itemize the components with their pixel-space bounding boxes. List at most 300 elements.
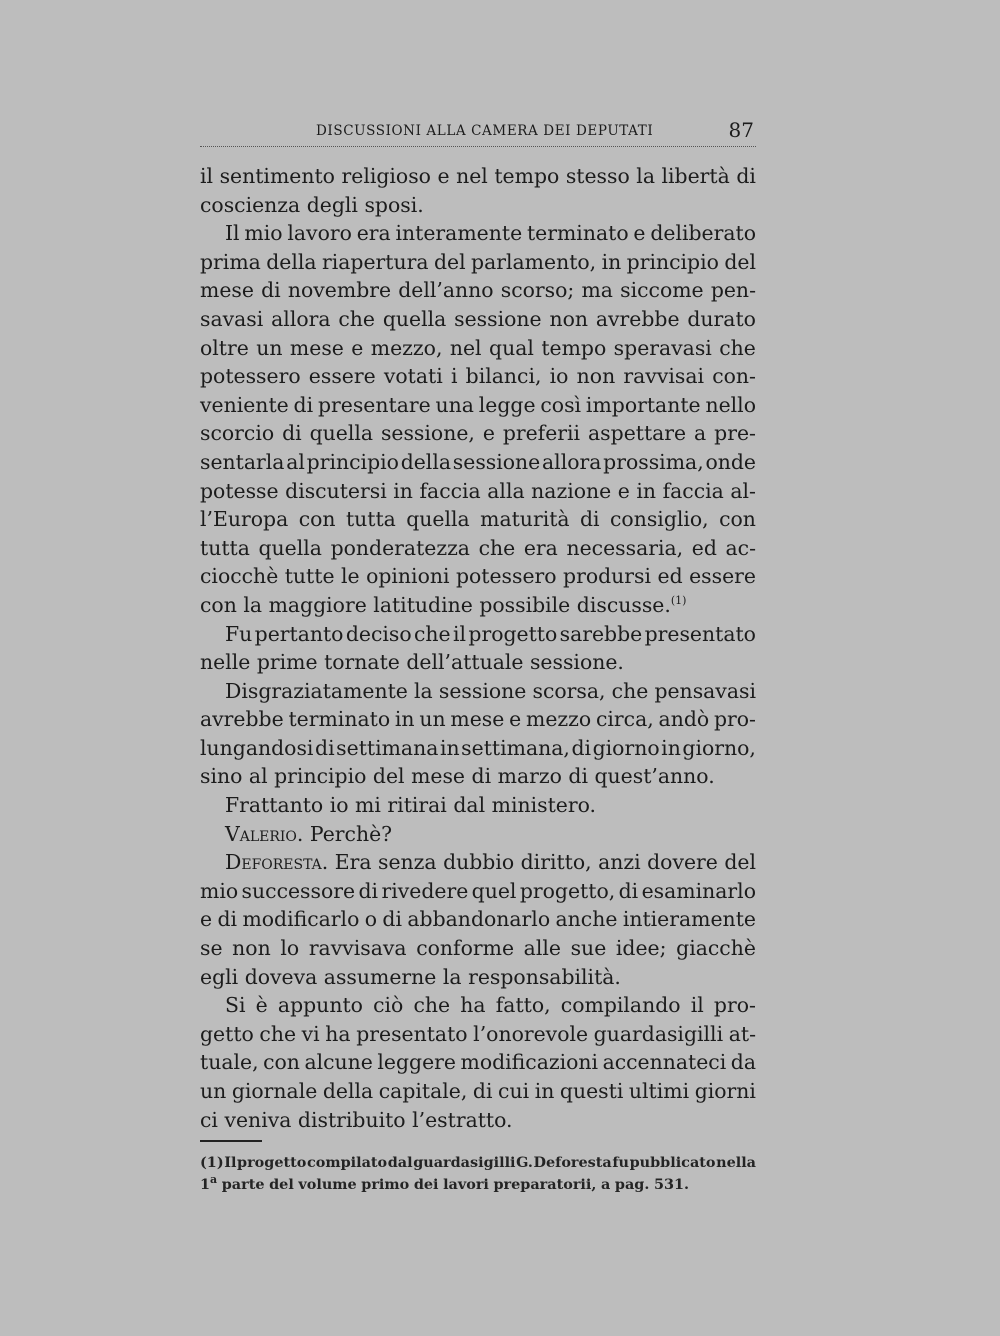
word: lavori — [443, 1176, 489, 1193]
word: conforme — [416, 936, 515, 961]
word: potesse — [200, 478, 279, 503]
word: la — [414, 678, 433, 703]
text-line — [200, 1106, 756, 1135]
text-line — [200, 1020, 756, 1049]
text-line — [200, 391, 756, 420]
word: giorni — [694, 1079, 756, 1103]
word: doveva — [244, 964, 318, 989]
word: alle — [523, 936, 561, 961]
word: la — [442, 964, 462, 989]
word: mio — [200, 878, 239, 903]
word: consiglio, — [610, 507, 709, 532]
word: l’estratto. — [412, 1107, 513, 1132]
word: Si — [225, 993, 246, 1018]
word: era — [356, 221, 391, 246]
word: ma — [581, 278, 613, 303]
footnote-line — [200, 1152, 756, 1174]
word: giorno, — [682, 735, 756, 760]
text-line — [200, 877, 756, 906]
word: riapertura — [322, 249, 429, 274]
word: marzo — [497, 764, 562, 789]
word: sessione — [438, 678, 527, 703]
word: mio — [244, 221, 283, 246]
word: guardasigilli — [593, 1021, 724, 1046]
word: o — [364, 907, 378, 932]
word: tempo — [541, 335, 607, 360]
word: e — [509, 707, 522, 732]
word: responsabilità. — [468, 964, 621, 989]
word: lavoro — [287, 221, 352, 246]
word: ci — [200, 1107, 218, 1132]
word: guardasigilli — [413, 1154, 516, 1171]
word: mese — [289, 335, 344, 360]
word: opinioni — [366, 564, 450, 589]
word: prodursi — [563, 564, 652, 589]
word: degli — [306, 192, 358, 217]
footnote-line — [200, 1174, 756, 1196]
word: questi — [559, 1079, 624, 1103]
word: nelle — [200, 650, 251, 675]
word: at- — [728, 1021, 756, 1046]
word: che — [414, 621, 451, 646]
word: veniva — [224, 1107, 292, 1132]
word: al- — [730, 478, 756, 503]
word: che — [611, 678, 649, 703]
word: ravvisai — [623, 364, 704, 389]
text-line — [200, 162, 756, 191]
word: successore — [241, 878, 356, 903]
word: sessione, — [380, 421, 475, 446]
word: coscienza — [200, 192, 301, 217]
word: con — [298, 507, 336, 532]
text-line — [200, 648, 756, 677]
word: dal — [453, 793, 486, 818]
word: e — [617, 478, 630, 503]
word: intieramente — [622, 907, 756, 932]
word: tutta — [345, 507, 396, 532]
text-line — [200, 305, 756, 334]
word: lungandosi — [200, 735, 314, 760]
word: che — [259, 1021, 297, 1046]
word: allora — [542, 449, 602, 474]
word: circa, — [595, 707, 654, 732]
word: a — [694, 421, 707, 446]
word: settimana — [336, 735, 439, 760]
text-line — [200, 963, 756, 992]
word: senza — [378, 850, 437, 875]
word: della — [400, 449, 452, 474]
word: in — [534, 1079, 555, 1103]
text-line — [200, 477, 756, 506]
word: presentato — [356, 1021, 468, 1046]
word: libertà — [661, 164, 730, 188]
word: e — [351, 335, 364, 360]
superscript: a — [210, 1173, 218, 1187]
word: faccia — [662, 478, 724, 503]
text-line — [200, 820, 756, 849]
word: mezzo, — [370, 335, 443, 360]
word: settimana, — [461, 735, 570, 760]
word: quella — [406, 507, 470, 532]
speaker-name: Deforesta. — [225, 850, 329, 875]
word: scorcio — [200, 421, 275, 446]
word: fatto, — [495, 993, 551, 1018]
word: volume — [298, 1176, 357, 1193]
word: siccome — [620, 278, 704, 303]
word: parlamento, — [471, 249, 597, 274]
word: con — [719, 507, 756, 532]
word: pro- — [713, 993, 756, 1018]
word: pubblicato — [629, 1154, 716, 1171]
text-line — [200, 991, 756, 1020]
word: preparatorii, — [493, 1176, 597, 1193]
word: pro- — [713, 707, 756, 732]
word: idee; — [615, 936, 667, 961]
word: essere — [308, 364, 376, 389]
word: il — [690, 993, 704, 1018]
word: in — [661, 735, 681, 760]
word: Il — [225, 221, 240, 246]
word: così — [540, 392, 582, 417]
word: quest’anno. — [594, 764, 715, 789]
word: dubbio — [443, 850, 515, 875]
word: dovere — [647, 850, 718, 875]
word: modificarlo — [242, 907, 360, 932]
word: sentimento — [219, 164, 335, 188]
word: distribuito — [297, 1107, 406, 1132]
word: legge — [478, 392, 536, 417]
word: novembre — [287, 278, 392, 303]
text-line — [200, 562, 756, 591]
word: ac- — [725, 535, 756, 560]
word: quel — [471, 878, 517, 903]
word: in — [394, 707, 415, 732]
word: di — [471, 764, 492, 789]
word: e — [437, 164, 450, 188]
word: un — [200, 1079, 227, 1103]
word: mi — [355, 793, 381, 818]
footnote-rule — [200, 1140, 262, 1142]
word: pensavasi — [654, 678, 756, 703]
word: e — [482, 421, 495, 446]
word: sessione. — [529, 650, 624, 675]
text-line — [200, 248, 756, 277]
word: anche — [555, 907, 618, 932]
word: della — [266, 249, 317, 274]
word: tempo — [494, 164, 560, 188]
word: pen- — [710, 278, 756, 303]
word: di — [580, 507, 600, 532]
word: modificazioni — [460, 1050, 599, 1075]
word: e — [200, 907, 213, 932]
word: una — [435, 392, 474, 417]
word: nella — [716, 1154, 756, 1171]
word: Deforesta — [533, 1154, 612, 1171]
word: esaminarlo — [641, 878, 756, 903]
word: sposi. — [364, 192, 424, 217]
page-number: 87 — [728, 118, 754, 142]
word: ha — [325, 1021, 351, 1046]
word: nello — [705, 392, 756, 417]
word: tornate — [324, 650, 400, 675]
word: getto — [200, 1021, 254, 1046]
word: compilando — [560, 993, 681, 1018]
word: del — [724, 249, 756, 274]
word: allora — [271, 306, 331, 331]
word: in — [636, 478, 657, 503]
word: anzi — [598, 850, 641, 875]
word: Fu — [225, 621, 253, 646]
text-line — [200, 191, 756, 220]
word: 1$^a$ — [200, 1173, 218, 1193]
word: necessaria, — [566, 535, 684, 560]
word: essere — [689, 564, 756, 589]
word: dal — [387, 1154, 413, 1171]
word: 531. — [653, 1176, 690, 1193]
running-header — [200, 120, 756, 147]
word: di — [293, 392, 314, 417]
word: della — [322, 1079, 374, 1103]
text-line — [200, 848, 756, 877]
word: non — [576, 364, 616, 389]
text-line — [200, 448, 756, 477]
word: sarebbe — [559, 621, 643, 646]
word: preferii — [502, 421, 581, 446]
word: sue — [570, 936, 607, 961]
word: che — [413, 993, 451, 1018]
running-title: DISCUSSIONI ALLA CAMERA DEI DEPUTATI — [316, 123, 654, 139]
word: sino — [200, 764, 243, 789]
word: oltre — [200, 335, 249, 360]
word: tuale, — [200, 1050, 259, 1075]
word: diritto, — [520, 850, 592, 875]
word: di — [358, 878, 379, 903]
word: con — [200, 592, 237, 617]
word: G. — [516, 1154, 533, 1171]
word: era — [523, 535, 558, 560]
word: di — [736, 164, 756, 188]
word: ritirai — [387, 793, 447, 818]
word: faccia — [419, 478, 481, 503]
text-line — [200, 1048, 756, 1077]
word: alcune — [304, 1050, 373, 1075]
word: ed — [657, 564, 683, 589]
word: maturità — [480, 507, 570, 532]
word: principio — [306, 449, 399, 474]
word: da — [730, 1050, 756, 1075]
word: mese — [411, 764, 465, 789]
word: prima — [200, 249, 261, 274]
word: savasi — [200, 306, 264, 331]
text-line — [200, 419, 756, 448]
word: speravasi — [613, 335, 712, 360]
word: al — [286, 449, 305, 474]
text-line — [200, 1077, 756, 1106]
word: che — [338, 306, 375, 331]
word: alla — [487, 478, 525, 503]
word: quella — [258, 535, 322, 560]
word: ultimi — [628, 1079, 690, 1103]
word: che — [478, 535, 516, 560]
word: nel — [449, 335, 482, 360]
word: terminato — [526, 221, 629, 246]
word: stesso — [565, 164, 630, 188]
word: potessero — [455, 564, 557, 589]
word: a — [600, 1176, 611, 1193]
word: il — [200, 164, 214, 188]
word: lo — [280, 936, 300, 961]
word: terminato — [288, 707, 391, 732]
text-line — [200, 791, 756, 820]
word: assumerne — [323, 964, 437, 989]
word: è — [255, 993, 268, 1018]
word: tutte — [284, 564, 335, 589]
word: l’Europa — [200, 507, 289, 532]
word: ha — [460, 993, 486, 1018]
word: un — [419, 707, 446, 732]
word: importante — [585, 392, 701, 417]
word: pertanto — [254, 621, 344, 646]
word: al — [248, 764, 268, 789]
text-line — [200, 620, 756, 649]
word: principio — [626, 249, 719, 274]
word: e — [633, 221, 646, 246]
word: latitudine — [373, 592, 473, 617]
word: di — [217, 907, 238, 932]
word: sentarla — [200, 449, 285, 474]
word: maggiore — [268, 592, 367, 617]
text-line — [200, 534, 756, 563]
word: egli — [200, 964, 239, 989]
word: la — [636, 164, 655, 188]
word: prime — [256, 650, 318, 675]
word: cui — [498, 1079, 530, 1103]
word: del — [372, 764, 405, 789]
word: di — [282, 421, 302, 446]
word: presentato — [644, 621, 756, 646]
word: mezzo — [526, 707, 592, 732]
superscript: (1) — [670, 594, 687, 608]
word: prossima, — [603, 449, 704, 474]
word: non — [549, 306, 588, 331]
word: principio — [274, 764, 367, 789]
text-line — [200, 505, 756, 534]
word: possibile — [479, 592, 571, 617]
word: rivedere — [381, 878, 469, 903]
word: deliberato — [650, 221, 756, 246]
word: con — [263, 1050, 300, 1075]
word: potessero — [200, 364, 301, 389]
word: l’onorevole — [473, 1021, 589, 1046]
word: avrebbe — [200, 707, 284, 732]
word: in — [393, 478, 413, 503]
text-line — [200, 276, 756, 305]
footnote — [200, 1152, 756, 1196]
word: in — [601, 249, 622, 274]
word: di — [382, 907, 402, 932]
word: mese — [200, 278, 254, 303]
word: dell’anno — [398, 278, 494, 303]
word: deciso — [345, 621, 412, 646]
word: ciò — [373, 993, 404, 1018]
word: capitale, — [378, 1079, 468, 1103]
word: ciocchè — [200, 564, 279, 589]
word: durato — [687, 306, 756, 331]
word: di — [571, 735, 592, 760]
word: nel — [456, 164, 488, 188]
word: Era — [334, 850, 372, 875]
word: ministero. — [491, 793, 596, 818]
word: progetto, — [519, 878, 616, 903]
text-line — [200, 905, 756, 934]
word: la — [243, 592, 263, 617]
word: non — [232, 936, 271, 961]
word: progetto — [468, 621, 558, 646]
word: giacchè — [676, 936, 756, 961]
word: bilanci, — [465, 364, 542, 389]
word: discutersi — [285, 478, 387, 503]
word: progetto — [237, 1154, 307, 1171]
word: le — [341, 564, 360, 589]
word: quella — [382, 306, 447, 331]
word: ponderatezza — [330, 535, 470, 560]
word: dei — [413, 1176, 439, 1193]
word: sessione — [452, 449, 541, 474]
speaker-name: Valerio. — [225, 821, 304, 846]
word: i — [450, 364, 458, 389]
word: di — [472, 1079, 493, 1103]
word: se — [200, 936, 223, 961]
word: Il — [224, 1154, 237, 1171]
word: avrebbe — [595, 306, 680, 331]
word: vi — [301, 1021, 320, 1046]
body-text — [200, 162, 756, 1134]
text-line — [200, 762, 756, 791]
word: ed — [691, 535, 717, 560]
text-line — [200, 677, 756, 706]
word: compilato — [306, 1154, 388, 1171]
word: votati — [383, 364, 443, 389]
word: fu — [612, 1154, 629, 1171]
word: parte — [221, 1176, 265, 1193]
word: religioso — [341, 164, 431, 188]
word: del — [433, 249, 466, 274]
text-line — [200, 705, 756, 734]
word: scorsa, — [532, 678, 606, 703]
word: interamente — [395, 221, 523, 246]
word: andò — [658, 707, 710, 732]
word: veniente — [200, 392, 289, 417]
word: Disgraziatamente — [225, 678, 408, 703]
word: un — [256, 335, 283, 360]
word: accennateci — [602, 1050, 727, 1075]
text-line — [200, 219, 756, 248]
word: leggere — [377, 1050, 456, 1075]
word: (1) — [200, 1154, 224, 1171]
word: pre- — [714, 421, 756, 446]
word: onde — [705, 449, 756, 474]
word: dell’attuale — [406, 650, 524, 675]
word: abbandonarlo — [407, 907, 551, 932]
word: Frattanto — [225, 793, 324, 818]
word: il — [452, 621, 467, 646]
word: appunto — [277, 993, 363, 1018]
word: del — [269, 1176, 294, 1193]
word: di — [568, 764, 588, 789]
word: presentare — [317, 392, 431, 417]
word: io — [329, 793, 349, 818]
word: aspettare — [588, 421, 687, 446]
